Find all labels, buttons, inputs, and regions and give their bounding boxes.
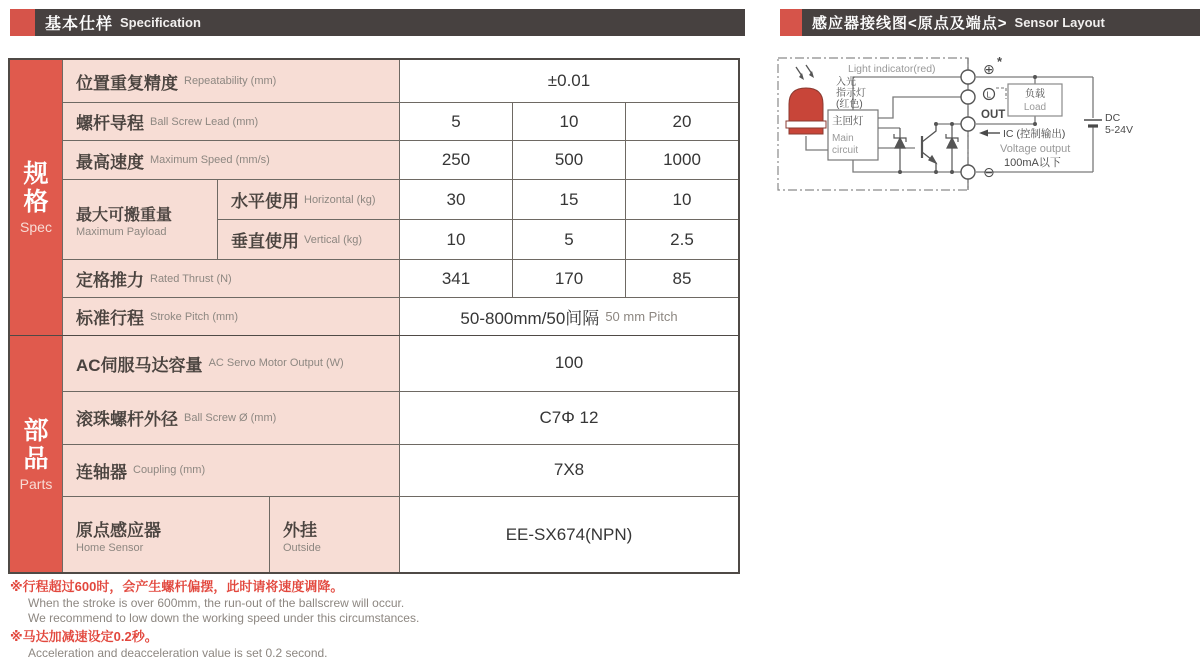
value-home-sensor: EE-SX674(NPN) <box>399 497 738 572</box>
row-max-payload <box>63 179 738 259</box>
row-label-en: Ball Screw Lead (mm) <box>150 115 259 128</box>
row-rated-thrust <box>63 259 738 297</box>
main-circuit-label-en2: circuit <box>832 145 859 156</box>
note1-en1: When the stroke is over 600mm, the run-out of the ballscrew will occur. <box>28 595 405 610</box>
red-accent-square <box>10 9 35 36</box>
note1-en2: We recommend to low down the working speed under this circumstances. <box>28 610 420 625</box>
row-repeatability <box>63 60 738 102</box>
row-label-en: Rated Thrust (N) <box>150 272 232 285</box>
value-repeatability: ±0.01 <box>399 60 738 102</box>
dc-label: DC <box>1105 112 1121 124</box>
value-vertical-3: 2.5 <box>625 220 738 259</box>
red-accent-square <box>780 9 802 36</box>
value-stroke-cn: 50-800mm/50间隔 <box>460 309 600 328</box>
value-speed-3: 1000 <box>625 141 738 179</box>
dc-battery <box>1084 112 1133 136</box>
spec-section-header <box>10 9 745 36</box>
section-label-parts <box>10 336 62 572</box>
svg-text:IC (控制输出): IC (控制输出) <box>1003 128 1066 140</box>
subrow-label-en: Horizontal (kg) <box>304 193 376 206</box>
row-label-cn: 最高速度 <box>76 152 144 172</box>
row-ball-screw-dia <box>63 391 738 444</box>
value-stroke-en: 50 mm Pitch <box>605 309 678 324</box>
row-label-en: Repeatability (mm) <box>184 75 277 87</box>
value-thrust-3: 85 <box>625 260 738 297</box>
row-label-en: Stroke Pitch (mm) <box>150 310 239 323</box>
value-lead-20: 20 <box>625 103 738 140</box>
value-lead-5: 5 <box>399 103 512 140</box>
row-label-en: AC Servo Motor Output (W) <box>208 357 344 370</box>
section-parts <box>10 335 738 572</box>
row-label-cn: 滚珠螺杆外径 <box>76 410 178 430</box>
subrow-label-en: Vertical (kg) <box>304 233 363 246</box>
sensor-layout-header <box>780 9 1200 36</box>
value-speed-2: 500 <box>512 141 625 179</box>
load-label-en: Load <box>1023 102 1047 113</box>
value-speed-1: 250 <box>399 141 512 179</box>
row-label-en: Maximum Payload <box>76 225 167 238</box>
voltage-output-label: Voltage output <box>1000 143 1071 155</box>
current-limit-label: 100mA以下 <box>1004 157 1061 169</box>
row-coupling <box>63 444 738 497</box>
value-horizontal-3: 10 <box>625 180 738 219</box>
load-box <box>1008 84 1062 116</box>
note2-en: Acceleration and deacceleration value is set 0.2 second. <box>28 645 328 660</box>
section-label-parts-en: Parts <box>19 475 53 492</box>
row-label-en: Maximum Speed (mm/s) <box>150 154 270 166</box>
value-horizontal-1: 30 <box>399 180 512 219</box>
main-circuit-label-cn: 主回灯 <box>832 115 864 127</box>
row-label-cn: 原点感应器 <box>76 520 161 540</box>
value-stroke <box>399 298 738 335</box>
sensor-header-title-en: Sensor Layout <box>1014 15 1105 30</box>
value-thrust-2: 170 <box>512 260 625 297</box>
spec-header-title-cn: 基本仕样 <box>45 16 114 33</box>
footnotes <box>10 576 419 660</box>
subrow-label-en: Outside <box>283 541 321 554</box>
value-lead-10: 10 <box>512 103 625 140</box>
plus-terminal-icon: ⊕ <box>983 61 995 77</box>
note2-cn: ※马达加减速设定0.2秒。 <box>10 629 158 645</box>
value-thrust-1: 341 <box>399 260 512 297</box>
value-coupling: 7X8 <box>399 445 738 497</box>
dc-voltage-label: 5-24V <box>1105 124 1134 136</box>
row-label-en: Ball Screw Ø (mm) <box>184 411 277 424</box>
section-label-spec <box>10 60 62 335</box>
row-home-sensor <box>63 496 738 572</box>
light-indicator-label: Light indicator(red) <box>848 63 936 75</box>
specification-table <box>8 58 740 574</box>
value-ball-screw-dia: C7Φ 12 <box>399 392 738 444</box>
section-label-parts-cn: 部品 <box>23 416 49 473</box>
main-circuit-box <box>828 110 878 160</box>
row-label-en: Home Sensor <box>76 541 144 554</box>
row-stroke <box>63 297 738 335</box>
row-label-cn: AC伺服马达容量 <box>76 355 203 375</box>
main-circuit-label-en1: Main <box>832 133 854 144</box>
minus-terminal-icon: ⊖ <box>983 164 995 180</box>
led-indicator <box>786 65 826 134</box>
row-label-cn: 螺杆导程 <box>76 114 144 133</box>
load-label-cn: 负载 <box>1025 89 1045 100</box>
note1-cn: ※行程超过600时，会产生螺杆偏摆，此时请将速度调降。 <box>10 579 344 594</box>
section-label-spec-cn: 规格 <box>23 160 49 216</box>
row-max-speed <box>63 140 738 179</box>
row-label-en: Coupling (mm) <box>133 464 206 477</box>
value-vertical-1: 10 <box>399 220 512 259</box>
row-servo-output <box>63 336 738 391</box>
row-label-cn: 最大可搬重量 <box>76 206 173 224</box>
sensor-header-title-cn: 感应器接线图<原点及端点> <box>812 15 1008 32</box>
subrow-vertical <box>217 219 738 259</box>
zener-diode-2 <box>946 124 958 172</box>
sensor-wiring-diagram <box>765 50 1200 200</box>
value-horizontal-2: 15 <box>512 180 625 219</box>
ic-output-label <box>979 127 1065 140</box>
subrow-horizontal <box>217 180 738 219</box>
row-ball-screw-lead <box>63 102 738 140</box>
svg-text:L: L <box>986 90 991 100</box>
spec-header-title-en: Specification <box>120 15 201 30</box>
section-spec <box>10 60 738 335</box>
sensor-header-bar <box>802 9 1200 36</box>
row-label-cn: 标准行程 <box>76 309 144 328</box>
value-servo-output: 100 <box>399 336 738 391</box>
row-label-cn: 位置重复精度 <box>76 73 178 93</box>
row-label-cn: 连轴器 <box>76 462 127 482</box>
out-terminal-label: OUT <box>981 109 1006 121</box>
row-label-cn: 定格推力 <box>76 271 144 290</box>
npn-transistor <box>922 124 936 172</box>
zener-diode-1 <box>894 128 906 172</box>
subrow-label-cn: 外挂 <box>283 520 317 540</box>
subrow-label-cn: 水平使用 <box>231 192 299 211</box>
led-label-line2: 指示灯 <box>836 88 866 99</box>
section-label-spec-en: Spec <box>20 219 52 235</box>
spec-header-bar <box>35 9 745 36</box>
asterisk-mark: * <box>997 54 1003 69</box>
led-label-line3: (红色) <box>836 99 863 110</box>
subrow-label-cn: 垂直使用 <box>231 232 299 251</box>
led-label-line1: 入光 <box>836 77 856 88</box>
value-vertical-2: 5 <box>512 220 625 259</box>
